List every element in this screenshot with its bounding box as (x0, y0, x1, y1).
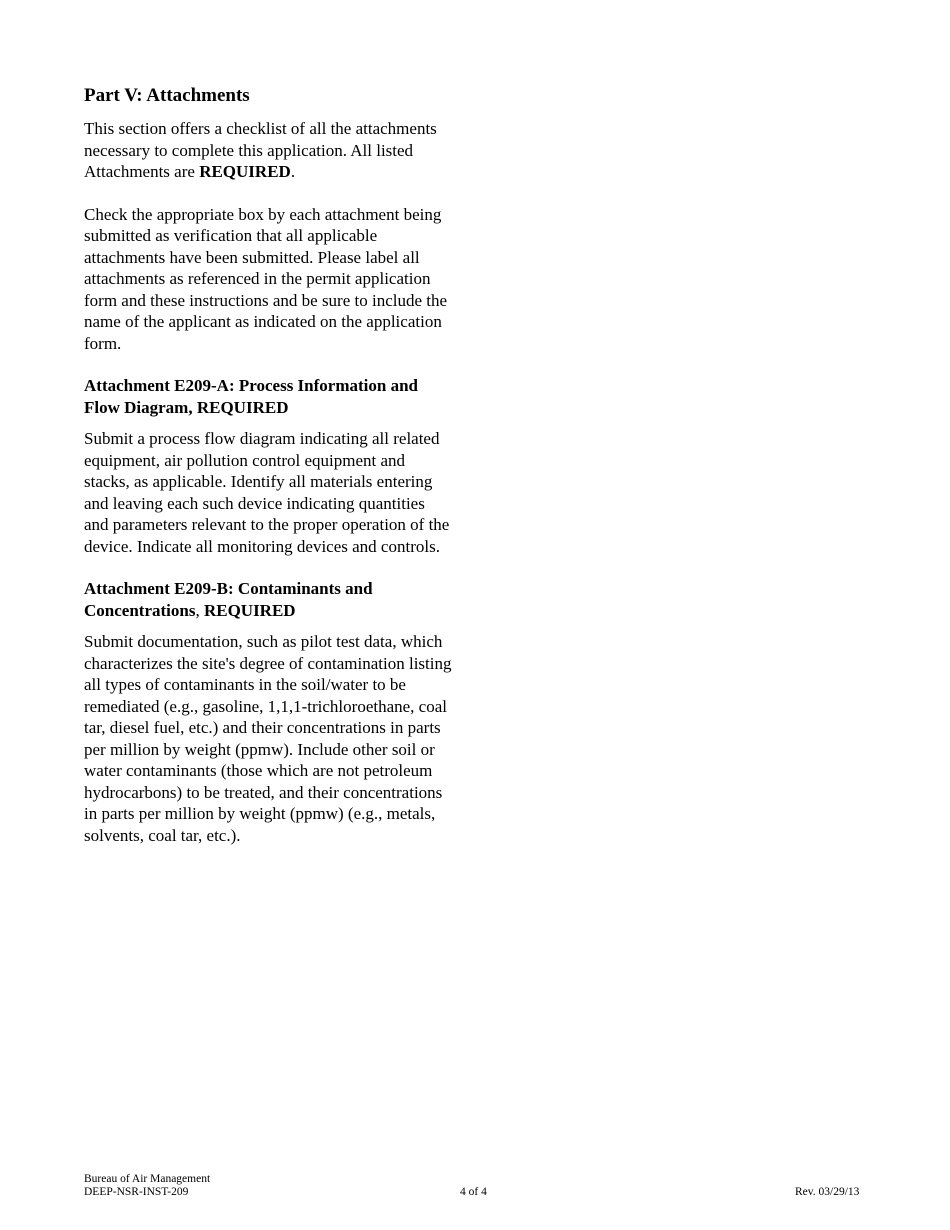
attachment-a-body: Submit a process flow diagram indicating all related equipment, air pollution control equipment and stacks, as applicable. Identify all materials entering and leaving each such device indicating quantities and parameters relevant to the proper operation of the device. Indicate all monitoring devices and controls. (84, 429, 450, 556)
footer-page-number: 4 of 4 (460, 1186, 487, 1198)
attachment-a-heading: Attachment E209-A: Process Information and Flow Diagram, REQUIRED (84, 376, 418, 417)
attachment-b-heading (84, 578, 452, 621)
footer-revision: Rev. 03/29/13 (795, 1186, 860, 1198)
content-column (84, 84, 452, 867)
attachment-b-heading-title: Attachment E209-B: Contaminants and Concentrations (84, 579, 373, 620)
footer-bureau: Bureau of Air Management (84, 1173, 211, 1185)
instructions-paragraph: Check the appropriate box by each attachment being submitted as verification that all applicable attachments have been submitted. Please label all attachments as referenced in the permit application form and these instructions and be sure to include the name of the applicant as indicated on the application form. (84, 204, 448, 353)
intro-required-word: REQUIRED (199, 162, 291, 181)
footer-doc-id: DEEP-NSR-INST-209 (84, 1186, 189, 1198)
intro-text: This section offers a checklist of all the attachments necessary to complete this application. All listed Attachments are (84, 119, 437, 181)
intro-paragraph (84, 118, 452, 183)
intro-end: . (290, 162, 296, 181)
attachment-b-heading-required: REQUIRED (199, 600, 296, 620)
part-title: Part V: Attachments (84, 85, 250, 106)
attachment-b-heading-comma: , (195, 600, 200, 620)
attachment-b-body: Submit documentation, such as pilot test data, which characterizes the site's degree of contamination listing all types of contaminants in the soil/water to be remediated (e.g., gasoline, 1,1,1-trichloroethane, coal tar, diesel fuel, etc.) and their concentrations in parts per million by weight (ppmw). Include other soil or water contaminants (those which are not petroleum hydrocarbons) to be treated, and their concentrations in parts per million by weight (ppmw) (e.g., metals, solvents, coal tar, etc.). (84, 632, 452, 845)
footer-left (84, 1173, 210, 1199)
